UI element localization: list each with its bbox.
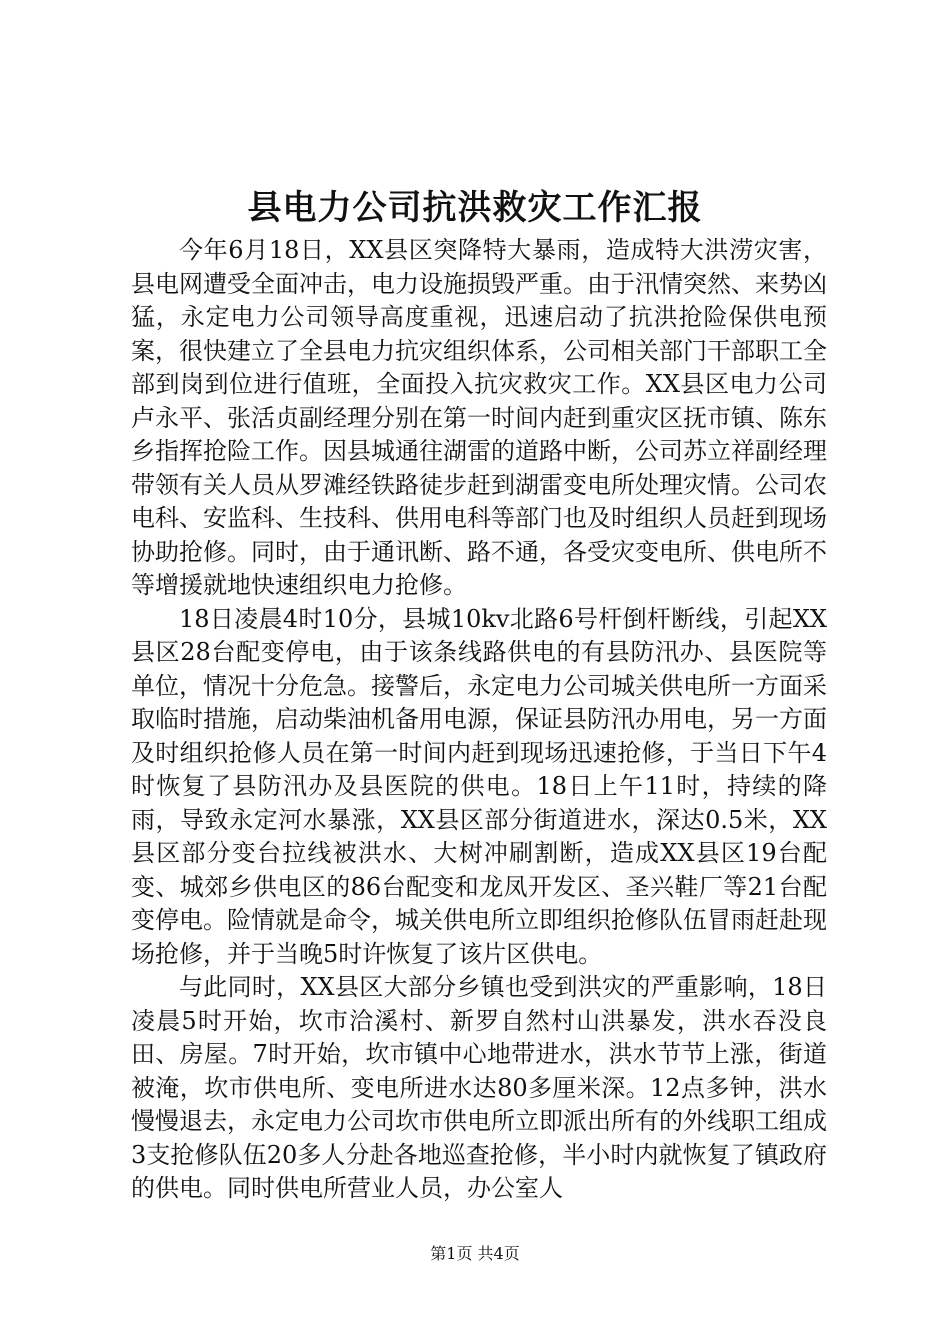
document-title: 县电力公司抗洪救灾工作汇报 bbox=[247, 188, 703, 228]
paragraph-2: 18日凌晨4时10分，县城10kv北路6号杆倒杆断线，引起XX县区28台配变停电，由于该条线路供电的有县防汛办、县医院等单位，情况十分危急。接警后，永定电力公司城关供电所一方面采取临时措施，启动柴油机备用电源，保证县防汛办用电，另一方面及时组织抢修人员在第一时间内赶到现场迅速抢修，于当日下午4时恢复了县防汛办及县医院的供电。18日上午11时，持续的降雨，导致永定河水暴涨，XX县区部分街道进水，深达0.5米，XX县区部分变台拉线被洪水、大树冲刷割断，造成XX县区19台配变、城郊乡供电区的86台配变和龙凤开发区、圣兴鞋厂等21台配变停电。险情就是命令，城关供电所立即组织抢修队伍冒雨赶赴现场抢修，并于当晚5时许恢复了该片区供电。 bbox=[131, 604, 827, 968]
paragraph-1: 今年6月18日，XX县区突降特大暴雨，造成特大洪涝灾害，县电网遭受全面冲击，电力设施损毁严重。由于汛情突然、来势凶猛，永定电力公司领导高度重视，迅速启动了抗洪抢险保供电预案，很快建立了全县电力抗灾组织体系，公司相关部门干部职工全部到岗到位进行值班，全面投入抗灾救灾工作。XX县区电力公司卢永平、张活贞副经理分别在第一时间内赶到重灾区抚市镇、陈东乡指挥抢险工作。因县城通往湖雷的道路中断，公司苏立祥副经理带领有关人员从罗滩经铁路徒步赶到湖雷变电所处理灾情。公司农电科、安监科、生技科、供用电科等部门也及时组织人员赶到现场协助抢修。同时，由于通讯断、路不通，各受灾变电所、供电所不等增援就地快速组织电力抢修。 bbox=[131, 236, 827, 599]
paragraph-3: 与此同时，XX县区大部分乡镇也受到洪灾的严重影响，18日凌晨5时开始，坎市洽溪村、新罗自然村山洪暴发，洪水吞没良田、房屋。7时开始，坎市镇中心地带进水，洪水节节上涨，街道被淹，坎市供电所、变电所进水达80多厘米深。12点多钟，洪水慢慢退去，永定电力公司坎市供电所立即派出所有的外线职工组成3支抢修队伍20多人分赴各地巡查抢修，半小时内就恢复了镇政府的供电。同时供电所营业人员，办公室人 bbox=[131, 973, 827, 1202]
page-footer: 第1页 共4页 bbox=[430, 1244, 520, 1263]
document-body bbox=[131, 234, 827, 1206]
